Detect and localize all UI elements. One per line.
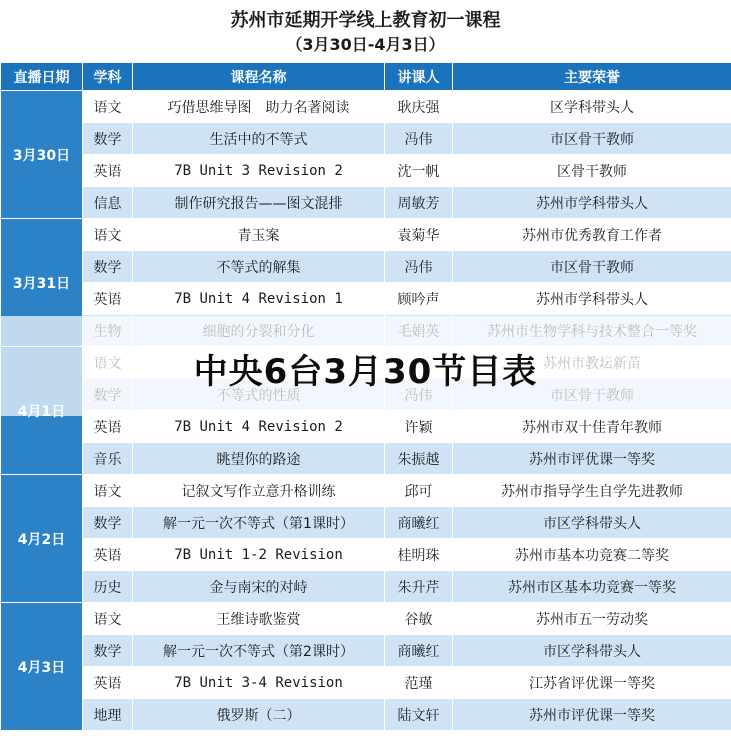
subject-cell: 英语 (83, 667, 133, 699)
honor-cell: 苏州市双十佳青年教师 (453, 411, 731, 443)
honor-cell: 苏州市学科带头人 (453, 283, 731, 315)
honor-cell: 苏州市优秀教育工作者 (453, 219, 731, 251)
teacher-cell: 袁菊华 (385, 219, 453, 251)
table-row (1, 155, 731, 187)
table-row (1, 635, 731, 667)
course-cell: 解一元一次不等式（第2课时） (133, 635, 385, 667)
subject-cell: 数学 (83, 123, 133, 155)
watermark-text: 中央6台3月30节目表 (193, 352, 538, 392)
table-row (1, 251, 731, 283)
header-subject: 学科 (83, 63, 133, 91)
teacher-cell: 邱可 (385, 475, 453, 507)
honor-cell: 苏州市基本功竞赛二等奖 (453, 539, 731, 571)
teacher-cell: 冯伟 (385, 123, 453, 155)
course-cell: 王维诗歌鉴赏 (133, 603, 385, 635)
course-cell: 7B Unit 4 Revision 2 (133, 411, 385, 443)
page-title: 苏州市延期开学线上教育初一课程 (230, 10, 501, 31)
subject-cell: 语文 (83, 475, 133, 507)
subject-cell: 语文 (83, 91, 133, 123)
table-row (1, 187, 731, 219)
honor-cell: 江苏省评优课一等奖 (453, 667, 731, 699)
header-row (1, 63, 731, 91)
subject-cell: 数学 (83, 507, 133, 539)
date-cell: 3月30日 (1, 91, 83, 219)
header-honor: 主要荣誉 (453, 63, 731, 91)
subject-cell: 英语 (83, 155, 133, 187)
table-row (1, 123, 731, 155)
honor-cell: 市区学科带头人 (453, 507, 731, 539)
course-cell: 7B Unit 3-4 Revision (133, 667, 385, 699)
subject-cell: 语文 (83, 219, 133, 251)
date-cell: 3月31日 (1, 219, 83, 347)
title-block (0, 0, 731, 62)
table-row (1, 475, 731, 507)
course-cell: 不等式的解集 (133, 251, 385, 283)
honor-cell: 苏州市指导学生自学先进教师 (453, 475, 731, 507)
course-cell: 巧借思维导图 助力名著阅读 (133, 91, 385, 123)
table-row (1, 219, 731, 251)
course-cell: 解一元一次不等式（第1课时） (133, 507, 385, 539)
subject-cell: 语文 (83, 603, 133, 635)
table-row (1, 539, 731, 571)
honor-cell: 区学科带头人 (453, 91, 731, 123)
teacher-cell: 范瑾 (385, 667, 453, 699)
subject-cell: 英语 (83, 539, 133, 571)
subject-cell: 英语 (83, 283, 133, 315)
teacher-cell: 许颖 (385, 411, 453, 443)
teacher-cell: 谷敏 (385, 603, 453, 635)
table-row (1, 283, 731, 315)
course-cell: 眺望你的路途 (133, 443, 385, 475)
teacher-cell: 商曦红 (385, 635, 453, 667)
course-cell: 制作研究报告——图文混排 (133, 187, 385, 219)
header-date: 直播日期 (1, 63, 83, 91)
honor-cell: 市区学科带头人 (453, 635, 731, 667)
table-row (1, 443, 731, 475)
honor-cell: 市区骨干教师 (453, 251, 731, 283)
date-cell: 4月2日 (1, 475, 83, 603)
date-cell: 4月3日 (1, 603, 83, 731)
teacher-cell: 耿庆强 (385, 91, 453, 123)
watermark-overlay (0, 316, 731, 416)
honor-cell: 苏州市区基本功竞赛一等奖 (453, 571, 731, 603)
table-row (1, 667, 731, 699)
teacher-cell: 顾吟声 (385, 283, 453, 315)
teacher-cell: 桂明珠 (385, 539, 453, 571)
honor-cell: 市区骨干教师 (453, 123, 731, 155)
subject-cell: 音乐 (83, 443, 133, 475)
teacher-cell: 冯伟 (385, 251, 453, 283)
table-row (1, 507, 731, 539)
subject-cell: 地理 (83, 699, 133, 731)
table-row (1, 571, 731, 603)
honor-cell: 苏州市学科带头人 (453, 187, 731, 219)
subject-cell: 数学 (83, 251, 133, 283)
subject-cell: 数学 (83, 635, 133, 667)
table-row (1, 699, 731, 731)
course-cell: 生活中的不等式 (133, 123, 385, 155)
header-course: 课程名称 (133, 63, 385, 91)
table-row (1, 91, 731, 123)
honor-cell: 苏州市五一劳动奖 (453, 603, 731, 635)
course-cell: 7B Unit 4 Revision 1 (133, 283, 385, 315)
page-subtitle: （3月30日-4月3日） (286, 35, 445, 54)
course-cell: 记叙文写作立意升格训练 (133, 475, 385, 507)
teacher-cell: 沈一帆 (385, 155, 453, 187)
teacher-cell: 商曦红 (385, 507, 453, 539)
honor-cell: 苏州市评优课一等奖 (453, 699, 731, 731)
subject-cell: 历史 (83, 571, 133, 603)
honor-cell: 苏州市评优课一等奖 (453, 443, 731, 475)
course-cell: 7B Unit 3 Revision 2 (133, 155, 385, 187)
header-teacher: 讲课人 (385, 63, 453, 91)
course-cell: 金与南宋的对峙 (133, 571, 385, 603)
course-cell: 俄罗斯（二） (133, 699, 385, 731)
subject-cell: 英语 (83, 411, 133, 443)
honor-cell: 区骨干教师 (453, 155, 731, 187)
table-row (1, 603, 731, 635)
teacher-cell: 朱升芹 (385, 571, 453, 603)
teacher-cell: 周敏芳 (385, 187, 453, 219)
subject-cell: 信息 (83, 187, 133, 219)
teacher-cell: 陆文轩 (385, 699, 453, 731)
course-cell: 青玉案 (133, 219, 385, 251)
teacher-cell: 朱振越 (385, 443, 453, 475)
course-cell: 7B Unit 1-2 Revision (133, 539, 385, 571)
